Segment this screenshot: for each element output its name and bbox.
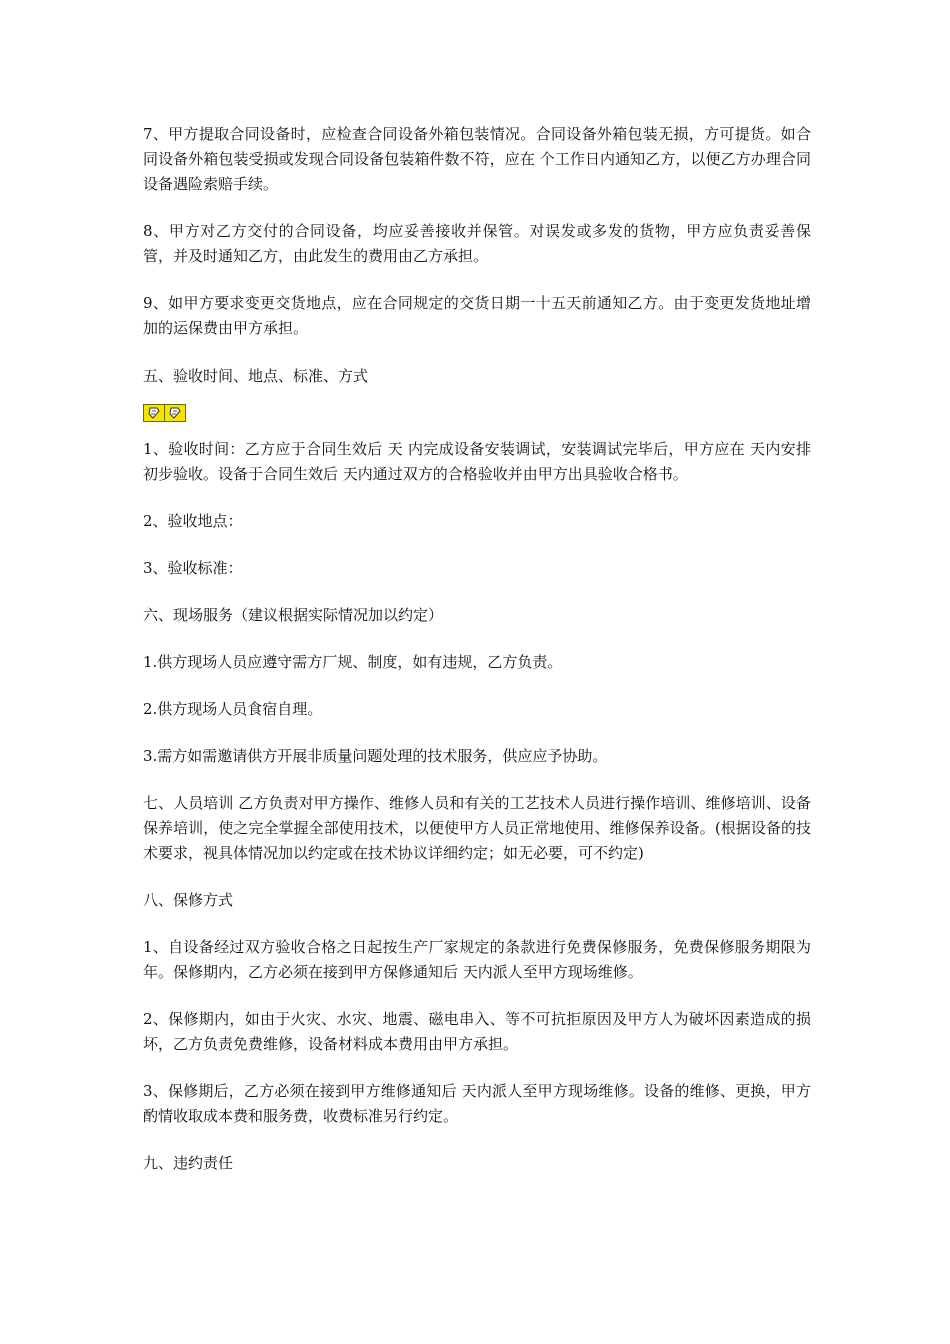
section-heading-9: 九、违约责任 [143,1154,234,1172]
embedded-object-icon[interactable] [144,405,164,421]
embedded-objects [143,402,811,424]
clause-9: 9、如甲方要求变更交货地点，应在合同规定的交货日期一十五天前通知乙方。由于变更发货地址增加的运保费由甲方承担。 [143,294,811,337]
clause-7: 7、甲方提取合同设备时，应检查合同设备外箱包装情况。合同设备外箱包装无损，方可提货。如合同设备外箱包装受损或发现合同设备包装箱件数不符，应在 个工作日内通知乙方，以便乙方办理合同设备遇险索赔手续。 [143,125,811,193]
section-heading-5: 五、验收时间、地点、标准、方式 [143,367,369,385]
embedded-object-icon[interactable] [164,405,185,421]
acceptance-item-1: 1、验收时间：乙方应于合同生效后 天 内完成设备安装调试，安装调试完毕后，甲方应在 天内安排初步验收。设备于合同生效后 天内通过双方的合格验收并由甲方出具验收合格书。 [143,440,811,483]
section-heading-8: 八、保修方式 [143,891,234,909]
warranty-item-3: 3、保修期后，乙方必须在接到甲方维修通知后 天内派人至甲方现场维修。设备的维修、更换，甲方酌情收取成本费和服务费，收费标准另行约定。 [143,1082,811,1125]
acceptance-item-2: 2、验收地点： [143,512,243,530]
section-heading-6: 六、现场服务（建议根据实际情况加以约定） [143,606,444,624]
acceptance-item-3: 3、验收标准： [143,559,243,577]
section-heading-7: 七、人员培训 乙方负责对甲方操作、维修人员和有关的工艺技术人员进行操作培训、维修培训、设备保养培训，使之完全掌握全部使用技术，以便使甲方人员正常地使用、维修保养设备。(根据设备的技术要求，视具体情况加以约定或在技术协议详细约定；如无必要，可不约定) [143,794,811,862]
embedded-object-group[interactable] [143,404,186,422]
service-item-1: 1.供方现场人员应遵守需方厂规、制度，如有违规，乙方负责。 [143,653,563,671]
warranty-item-1: 1、自设备经过双方验收合格之日起按生产厂家规定的条款进行免费保修服务，免费保修服务期限为 年。保修期内，乙方必须在接到甲方保修通知后 天内派人至甲方现场维修。 [143,938,811,981]
clause-8: 8、甲方对乙方交付的合同设备，均应妥善接收并保管。对误发或多发的货物，甲方应负责妥善保管，并及时通知乙方，由此发生的费用由乙方承担。 [143,222,811,265]
warranty-item-2: 2、保修期内，如由于火灾、水灾、地震、磁电串入、等不可抗拒原因及甲方人为破坏因素造成的损坏，乙方负责免费维修，设备材料成本费用由甲方承担。 [143,1010,811,1053]
service-item-2: 2.供方现场人员食宿自理。 [143,700,323,718]
service-item-3: 3.需方如需邀请供方开展非质量问题处理的技术服务，供应应予协助。 [143,747,608,765]
document-page [143,122,811,1176]
